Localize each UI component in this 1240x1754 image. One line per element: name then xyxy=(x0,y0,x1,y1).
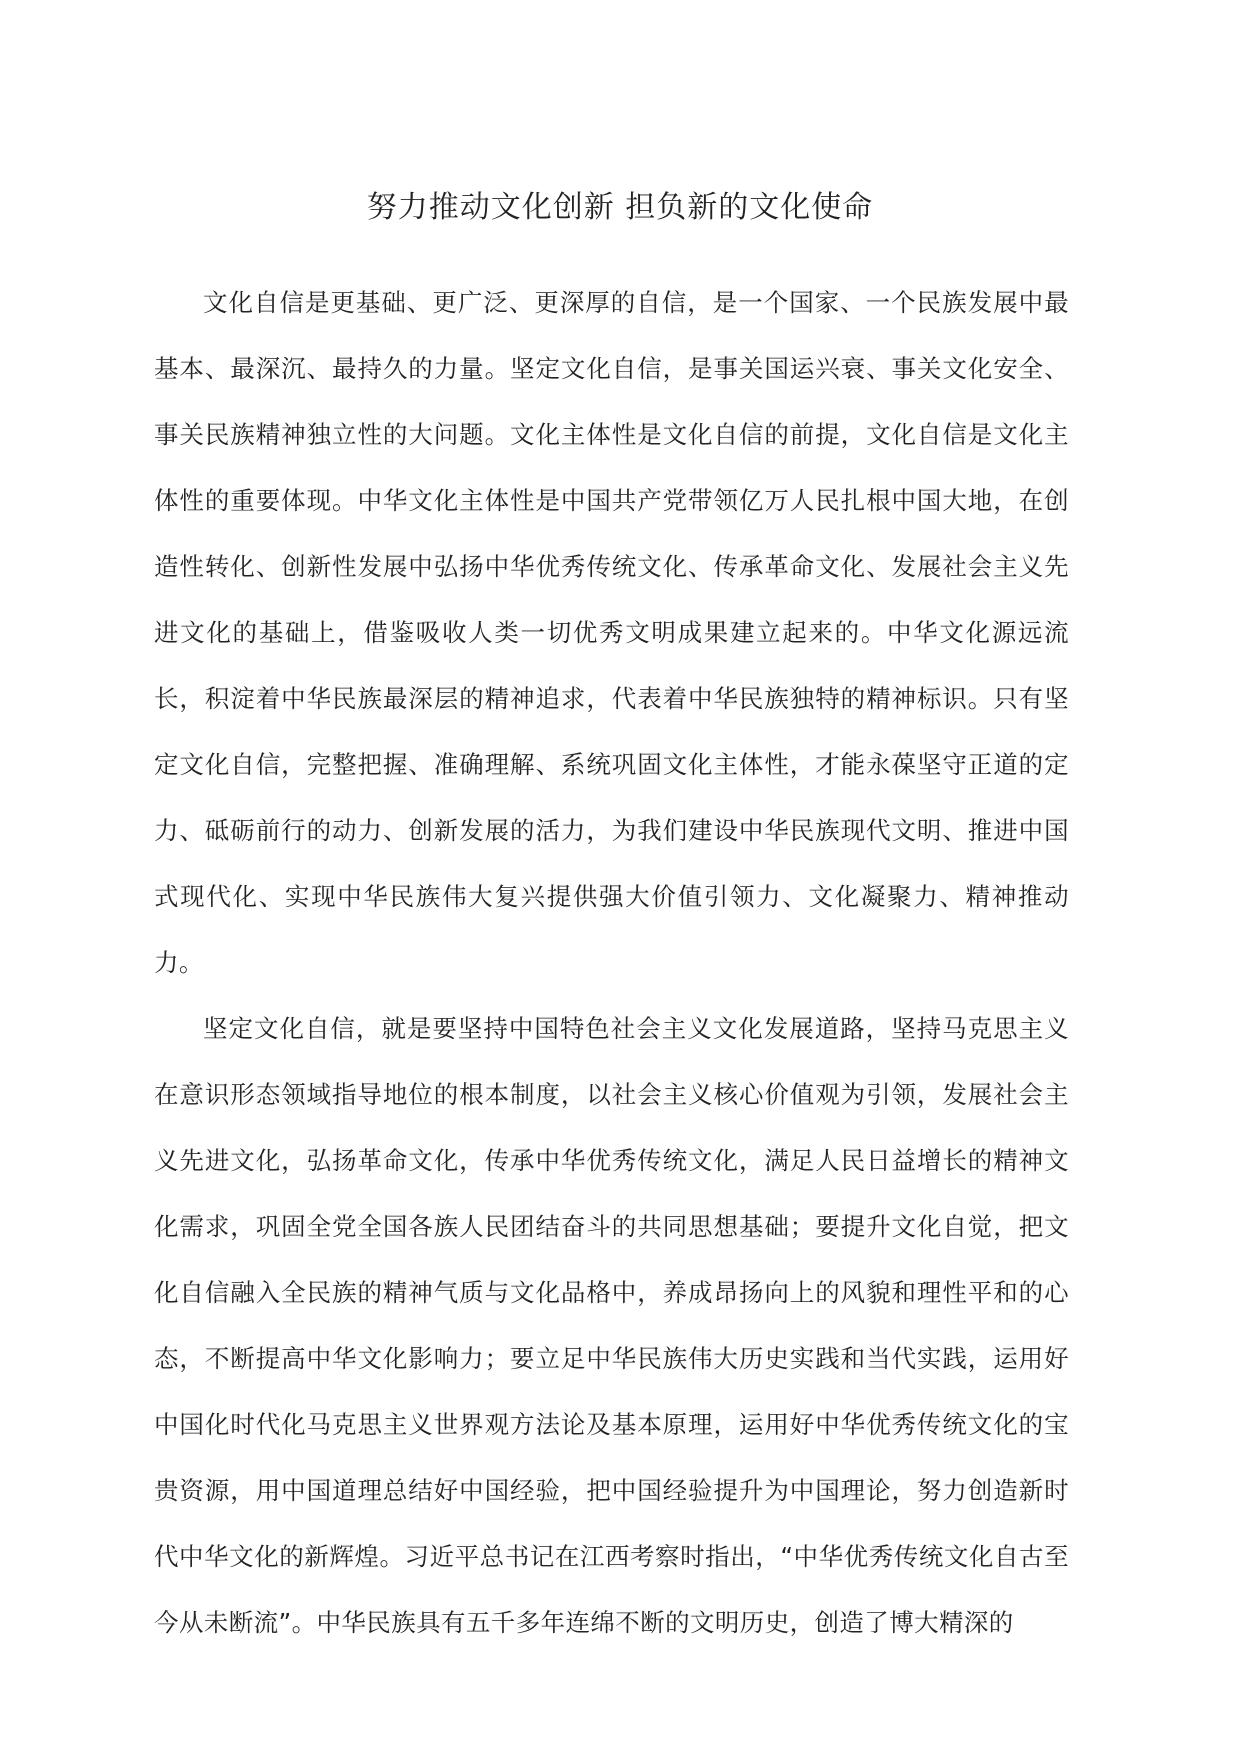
document-title: 努力推动文化创新 担负新的文化使命 xyxy=(366,190,874,225)
paragraph-1: 文化自信是更基础、更广泛、更深厚的自信，是一个国家、一个民族发展中最基本、最深沉、最持久的力量。坚定文化自信，是事关国运兴衰、事关文化安全、事关民族精神独立性的大问题。文化主体性是文化自信的前提，文化自信是文化主体性的重要体现。中华文化主体性是中国共产党带领亿万人民扎根中国大地，在创造性转化、创新性发展中弘扬中华优秀传统文化、传承革命文化、发展社会主义先进文化的基础上，借鉴吸收人类一切优秀文明成果建立起来的。中华文化源远流长，积淀着中华民族最深层的精神追求，代表着中华民族独特的精神标识。只有坚定文化自信，完整把握、准确理解、系统巩固文化主体性，才能永葆坚守正道的定力、砥砺前行的动力、创新发展的活力，为我们建设中华民族现代文明、推进中国式现代化、实现中华民族伟大复兴提供强大价值引领力、文化凝聚力、精神推动力。 xyxy=(154,288,1069,977)
paragraph-2: 坚定文化自信，就是要坚持中国特色社会主义文化发展道路，坚持马克思主义在意识形态领域指导地位的根本制度，以社会主义核心价值观为引领，发展社会主义先进文化，弘扬革命文化，传承中华优秀传统文化，满足人民日益增长的精神文化需求，巩固全党全国各族人民团结奋斗的共同思想基础；要提升文化自觉，把文化自信融入全民族的精神气质与文化品格中，养成昂扬向上的风貌和理性平和的心态，不断提高中华文化影响力；要立足中华民族伟大历史实践和当代实践，运用好中国化时代化马克思主义世界观方法论及基本原理，运用好中华优秀传统文化的宝贵资源，用中国道理总结好中国经验，把中国经验提升为中国理论，努力创造新时代中华文化的新辉煌。习近平总书记在江西考察时指出，“中华优秀传统文化自古至今从未断流”。中华民族具有五千多年连绵不断的文明历史，创造了博大精深的 xyxy=(154,1014,1069,1637)
document-body xyxy=(154,270,1069,1656)
